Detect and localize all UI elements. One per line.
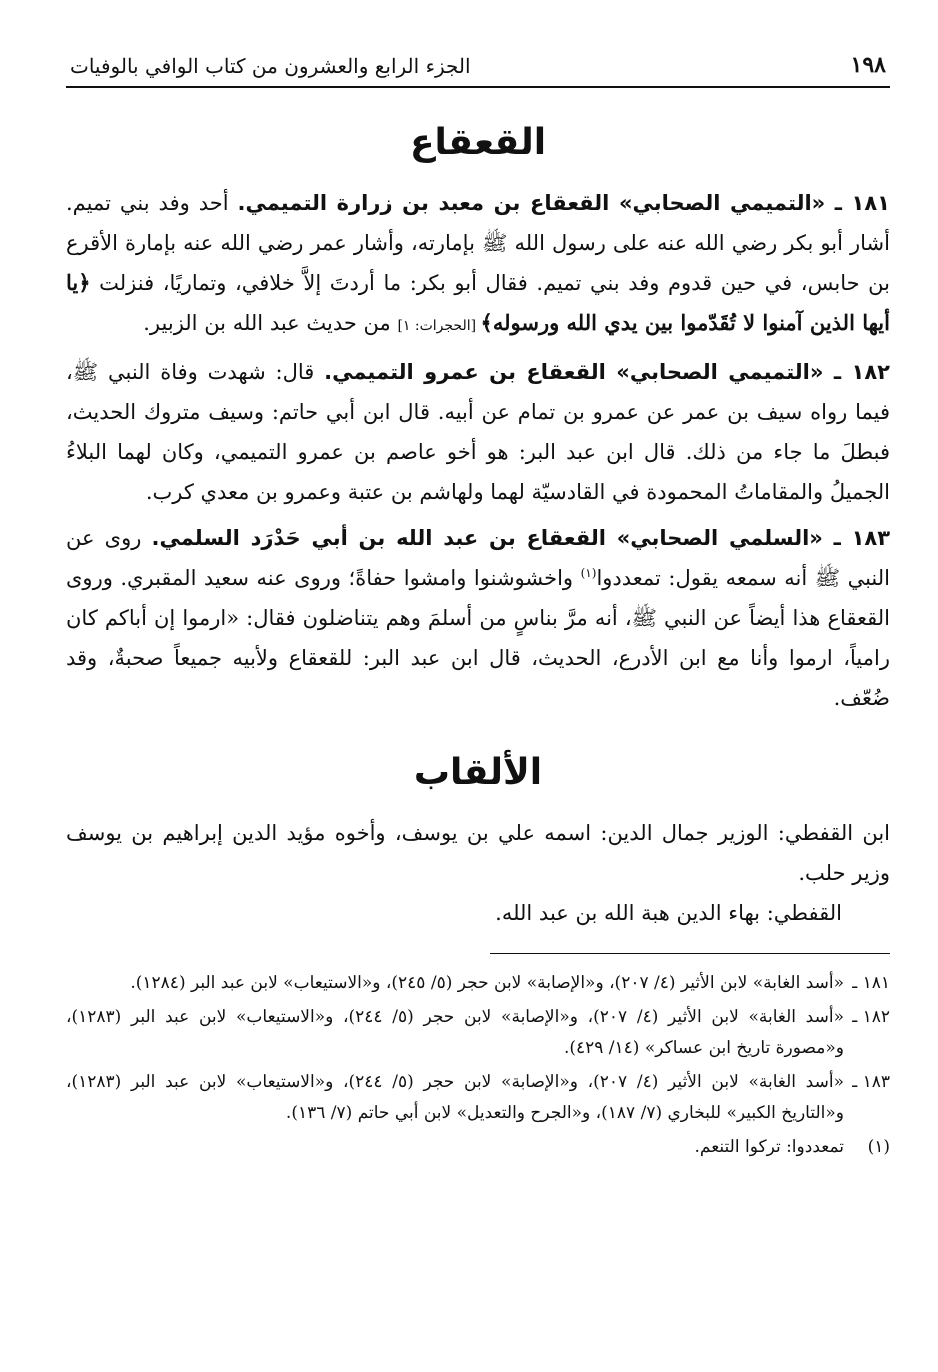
alqab-line-2: القفطي: بهاء الدين هبة الله بن عبد الله. — [495, 901, 842, 925]
quran-citation: [الحجرات: ١] — [397, 318, 481, 334]
page-header — [66, 52, 890, 88]
entry-181-body-b: من حديث عبد الله بن الزبير. — [143, 311, 398, 335]
footnote-separator — [490, 953, 890, 954]
footnote-text: «أسد الغابة» لابن الأثير (٤/ ٢٠٧)، و«الإصابة» لابن حجر (٥/ ٢٤٥)، و«الاستيعاب» لابن عبد البر (١٢٨٤). — [130, 973, 844, 993]
running-title: الجزء الرابع والعشرون من كتاب الوافي بالوفيات — [70, 54, 471, 78]
entry-182-lead: ١٨٢ ـ «التميمي الصحابي» القعقاع بن عمرو التميمي. — [324, 360, 890, 384]
page-number: ١٩٨ — [850, 52, 886, 78]
footnote-ref-1[interactable]: (١) — [580, 566, 597, 580]
footnotes — [66, 968, 890, 1163]
footnote-number: (١) — [867, 1137, 890, 1157]
footnote-number: ١٨٣ ـ — [852, 1072, 890, 1092]
section-title-alqab: الألقاب — [413, 752, 543, 793]
footnote-text: «أسد الغابة» لابن الأثير (٤/ ٢٠٧)، و«الإصابة» لابن حجر (٥/ ٢٤٤)، و«الاستيعاب» لابن عبد البر (١٢٨٣)، و«مصورة تاريخ ابن عساكر» (١٤/ ٤٢٩). — [66, 1007, 844, 1058]
footnote-text: «أسد الغابة» لابن الأثير (٤/ ٢٠٧)، و«الإصابة» لابن حجر (٥/ ٢٤٤)، و«الاستيعاب» لابن عبد البر (١٢٨٣)، و«التاريخ الكبير» للبخاري (٧/ ١٨٧)، و«الجرح والتعديل» لابن أبي حاتم (٧/ ١٣٦). — [66, 1072, 844, 1123]
entry-183-body-a: روى عن النبي ﷺ أنه سمعه يقول: تمعددوا — [66, 526, 890, 590]
entry-183 — [66, 518, 890, 718]
footnote-number: ١٨١ ـ — [852, 973, 890, 993]
footnote-183 — [66, 1067, 890, 1129]
entry-181-text — [66, 183, 890, 346]
footnote-182 — [66, 1002, 890, 1064]
footnote-number: ١٨٢ ـ — [852, 1007, 890, 1027]
entry-181-body-a: أحد وفد بني تميم. أشار أبو بكر رضي الله عنه على رسول الله ﷺ بإمارته، وأشار عمر رضي الله عنه بإمارة الأقرع بن حابس، في حين قدوم وفد بني تميم. فقال أبو بكر: ما أردتَ إلاَّ خلافي، وتماريًا، فنزلت — [66, 191, 890, 295]
entry-183-lead: ١٨٣ ـ «السلمي الصحابي» القعقاع بن عبد الله بن أبي حَدْرَد السلمي. — [151, 526, 891, 550]
entry-181-lead: ١٨١ ـ «التميمي الصحابي» القعقاع بن معبد بن زرارة التميمي. — [237, 191, 890, 215]
alqab-section — [66, 813, 890, 933]
entry-182-body: قال: شهدت وفاة النبي ﷺ، فيما رواه سيف بن عمر عن عمرو بن تمام عن أبيه. قال ابن أبي حاتم: وسيف متروك الحديث، فبطلَ ما جاء من ذلك. قال ابن عبد البر: هو أخو عاصم بن عمرو التميمي، وكان لهما البلاءُ الجميلُ والمقاماتُ المحمودة في القادسيّة لهما ولهاشم بن عتبة وعمرو بن معدي كرب. — [66, 360, 890, 504]
entry-183-text — [66, 518, 890, 718]
entry-182-text — [66, 352, 890, 512]
footnote-1 — [66, 1132, 890, 1163]
footnote-181 — [66, 968, 890, 999]
entry-183-body-b: واخشوشنوا وامشوا حفاةً؛ وروى عنه سعيد المقبري. وروى القعقاع هذا أيضاً عن النبي ﷺ، أنه مرَّ بناسٍ من أسلمَ وهم يتناضلون فقال: «ارموا إن أباكم كان رامياً، ارموا وأنا مع ابن الأدرع، الحديث، قال ابن عبد البر: للقعقاع ولأبيه جميعاً صحبةٌ، وقد ضُعّف. — [66, 566, 890, 710]
quran-verse: ﴿يا أيها الذين آمنوا لا تُقَدّموا بين يدي الله ورسوله﴾ — [66, 270, 890, 335]
entry-182 — [66, 352, 890, 512]
alqab-line-1: ابن القفطي: الوزير جمال الدين: اسمه علي بن يوسف، وأخوه مؤيد الدين إبراهيم بن يوسف وزير حلب. — [66, 821, 890, 885]
footnote-text: تمعددوا: تركوا التنعم. — [694, 1137, 844, 1157]
section-title-qaqaa: القعقاع — [409, 122, 547, 163]
entry-181 — [66, 183, 890, 346]
